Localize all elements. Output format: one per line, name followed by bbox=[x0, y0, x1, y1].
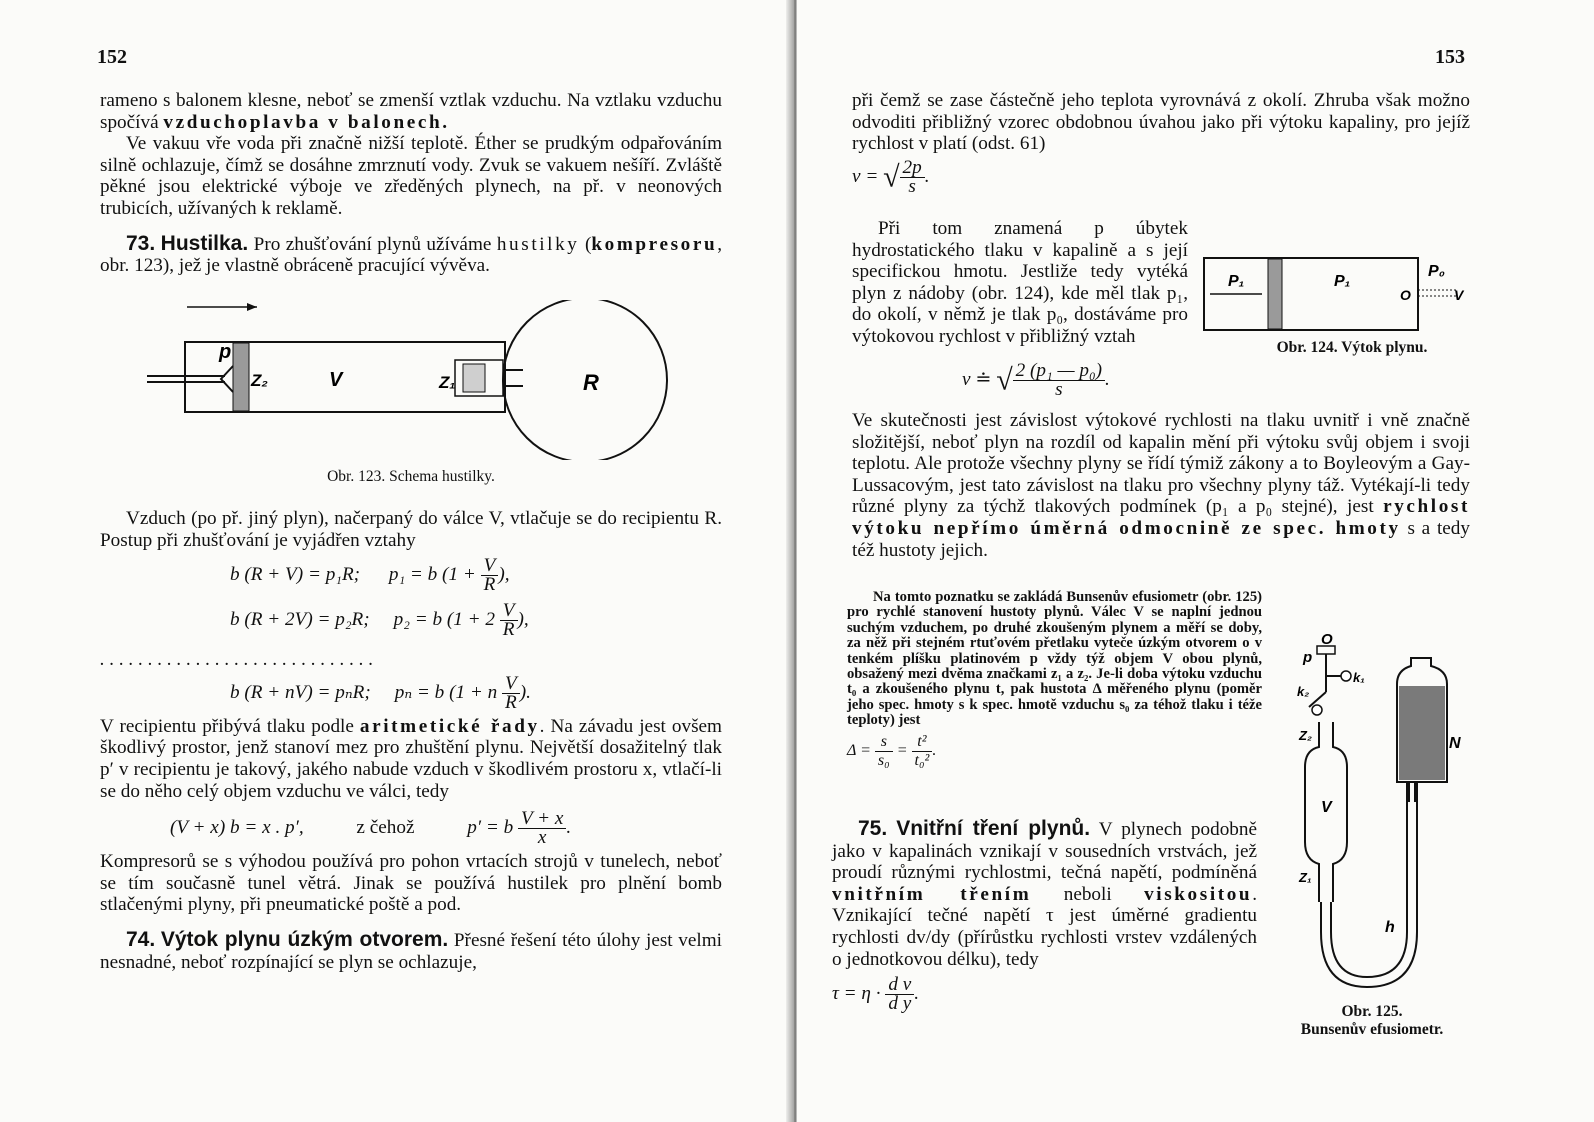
label-z1: Z₁ bbox=[1299, 870, 1312, 885]
label-z1: Z₁ bbox=[439, 373, 456, 392]
label-v: V bbox=[1321, 799, 1332, 816]
paragraph-recipient: V recipientu přibývá tlaku podle aritmetické řady. Na závadu jest ovšem škodlivý prostor, jenž stanoví mez pro zhuštění plynu. Největší dosažitelný tlak p′ v recipientu je takový, jakého nabude vzduch v škodlivém prostoru x, vtlačí-li se do něho celý objem vzduchu ve válci, tedy bbox=[100, 715, 722, 802]
paragraph-compression: Vzduch (po př. jiný plyn), načerpaný do válce V, vtlačuje se do recipientu R. Postup při zhušťování je vyjádřen vztahy bbox=[100, 508, 722, 551]
label-p: p bbox=[1303, 649, 1313, 666]
right-column-top bbox=[852, 90, 1470, 202]
label-p1-left: P₁ bbox=[1228, 273, 1245, 290]
page-number-right: 153 bbox=[1435, 46, 1465, 68]
section-73-heading: 73. Hustilka. Pro zhušťování plynů užíváme hustilky (kompresoru, obr. 123), jež je vlastně obráceně pracující vývěva. bbox=[100, 231, 723, 277]
paragraph-compressors: Kompresorů se s výhodou používá pro pohon vrtacích strojů v tunelech, neboť se tím současně tunel větrá. Jinak se používá hustilek pro plnění bomb stlačenými plyny, při pneumatické poště a pod. bbox=[100, 851, 722, 916]
equation-3: b (R + nV) = pₙR; pₙ = b (1 + n $\frac{V}{R}$ ). bbox=[230, 672, 531, 713]
figure-125-caption-2: Bunsenův efusiometr. bbox=[1300, 1021, 1444, 1038]
label-v: V bbox=[329, 369, 343, 391]
label-z2: Z₂ bbox=[251, 371, 268, 390]
paragraph-bunsen: Na tomto poznatku se zakládá Bunsenův efusiometr (obr. 125) pro rychlé stanovení hustoty plynů. Válec V se naplní jednou suchým vzduchem, po druhé zkoušeným plynem a měří se doby, za něž při stejném rtuťovém přetlaku vyteče úzkým otvorem o v tenkém plíšku platinovém p vždy týž objem V obou plynů, obsažený mezi dvěma značkami z₁ a z₂. Je-li doba výtoku vzduchu t₀ a zkoušeného plynu t, pak hustota Δ měřeného plynu (poměr jeho spec. hmoty s k spec. hmotě vzduchu s₀ za téhož tlaku i téže teploty) jest bbox=[847, 589, 1262, 729]
label-z2: Z₂ bbox=[1299, 728, 1312, 743]
label-p: p bbox=[219, 341, 232, 363]
label-k1: k₁ bbox=[1353, 670, 1365, 685]
figure-123-pump-diagram bbox=[145, 300, 675, 460]
equation-viscosity: τ = η · $\frac{\text{d v}}{\text{d y}}$ . bbox=[832, 974, 920, 1015]
right-column-bottom bbox=[832, 818, 1257, 1013]
right-page bbox=[797, 0, 1594, 1122]
figure-124-outflow-diagram bbox=[1202, 254, 1467, 344]
label-h: h bbox=[1385, 919, 1395, 936]
label-n: N bbox=[1449, 735, 1461, 752]
label-k2: k₂ bbox=[1297, 684, 1310, 699]
figure-125-caption-1: Obr. 125. bbox=[1341, 1003, 1403, 1020]
paragraph-vacuum: Ve vakuu vře voda při značně nižší teplotě. Éther se prudkým odpařováním silně ochlazuje, čímž se dosáhne zmrznutí vody. Zvuk se vakuem nešíří. Zvláště pěkné jsou elektrické výboje ve zředěných plynech, na př. v neonových trubicích, užívaných k reklamě. bbox=[100, 133, 722, 219]
right-column-gas-eq bbox=[852, 362, 1470, 399]
label-p0: P₀ bbox=[1428, 263, 1445, 280]
figure-123-caption: Obr. 123. Schema hustilky. bbox=[327, 468, 495, 485]
equation-1: b (R + V) = p₁R; p₁ = b (1 + $\frac{V}{R}$ ), bbox=[230, 555, 510, 596]
figure-125-efusiometer-diagram bbox=[1297, 632, 1477, 1007]
label-v: V bbox=[1454, 287, 1464, 303]
left-column-top bbox=[100, 90, 722, 277]
page-number-left: 152 bbox=[97, 46, 127, 68]
paragraph-gas-outflow: Při tom znamená p úbytek hydrostatického tlaku v kapalině a s její specifickou hmotu. Jestliže tedy vytéká plyn z nádoby (obr. 124), kde měl tlak p₁, do okolí, v němž je tlak p₀, dostáváme pro výtokovou rychlost v přibližný vztah bbox=[852, 218, 1188, 347]
equation-4: (V + x) b = x . p′, z čehož p′ = b $\frac{V + x}{x}$ . bbox=[170, 808, 572, 849]
paragraph-temperature: při čemž se zase částečně jeho teplota vyrovnává z okolí. Zhruba však možno odvoditi přibližný vzorec obdobnou úvahou jako při výtoku kapaliny, pro jejíž rychlost v platí (odst. 61) bbox=[852, 90, 1470, 155]
label-p1-right: P₁ bbox=[1334, 273, 1351, 290]
right-column-small-print bbox=[847, 590, 1262, 770]
paragraph-balloon: rameno s balonem klesne, neboť se zmenší vztlak vzduchu. Na vztlaku vzduchu spočívá vzduchoplavba v balonech. bbox=[100, 90, 722, 133]
equation-v-gas: v ≐ √ $\frac{\text{2 (p₁ — p₀)}}{s}$ . bbox=[962, 360, 1110, 400]
right-column-middle bbox=[852, 410, 1470, 561]
equation-v-liquid: v = √ $\frac{2p}{s}$ . bbox=[852, 156, 930, 197]
left-column-middle bbox=[100, 508, 722, 973]
label-r: R bbox=[583, 370, 599, 395]
equation-2: b (R + 2V) = p₂R; p₂ = b (1 + 2 $\frac{V}{R}$ ), bbox=[230, 600, 529, 641]
label-o: O bbox=[1400, 287, 1411, 303]
equation-density: Δ = $\frac{s}{\text{s₀}}$ = $\frac{\text{t²}}{\text{t₀²}}$ . bbox=[847, 732, 937, 769]
section-75-heading: 75. Vnitřní tření plynů. V plynech podobně jako v kapalinách vznikají v sousedních vrstvách, jež proudí různými rychlostmi, tečná napětí, podmíněná vnitřním třením neboli viskositou. Vznikající tečné napětí τ jest úměrné gradientu rychlosti dv/dy (přírůstku rychlosti vrstev vzdálených o jednotkovou délku), tedy bbox=[832, 817, 1257, 970]
equation-dots: . . . . . . . . . . . . . . . . . . . . . . . . . . . . . bbox=[100, 649, 374, 671]
section-74-heading: 74. Výtok plynu úzkým otvorem. Přesné řešení této úlohy jest velmi nesnadné, neboť rozpínající se plyn se ochlazuje, bbox=[100, 927, 723, 973]
right-column-gas-text bbox=[852, 218, 1188, 348]
figure-124-caption: Obr. 124. Výtok plynu. bbox=[1276, 339, 1428, 356]
label-o: O bbox=[1321, 632, 1333, 648]
paragraph-reality: Ve skutečnosti jest závislost výtokové rychlosti na tlaku uvnitř i vně značně složitější, neboť plyn na rozdíl od kapalin mění při výtoku svůj objem i svoji teplotu. Ale protože všechny plyny se řídí týmiž zákony a to Boyleovým a Gay-Lussacovým, jest tato závislost na tlaku pro všechny plyny táž. Vytékají-li tedy různé plyny za týchž tlakových podmínek (p₁ a p₀ stejné), jest rychlost výtoku nepřímo úměrná odmocnině ze spec. hmoty s a tedy též hustoty jejich. bbox=[852, 410, 1470, 561]
